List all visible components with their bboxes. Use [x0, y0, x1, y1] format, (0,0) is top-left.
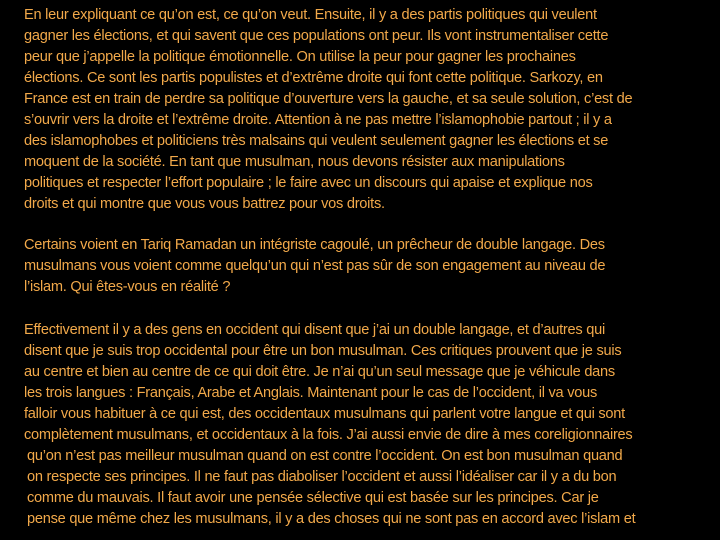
text-line: gagner les élections, et qui savent que ces populations ont peur. Ils vont instrumentaliser cette: [24, 28, 609, 44]
text-line: les trois langues : Français, Arabe et Anglais. Maintenant pour le cas de l’occident, il va vous: [24, 385, 598, 401]
text-line: Certains voient en Tariq Ramadan un intégriste cagoulé, un prêcheur de double langage. Des: [24, 237, 605, 253]
text-line: pense que même chez les musulmans, il y a des choses qui ne sont pas en accord avec l’islam et: [27, 511, 636, 527]
paragraph-1: [24, 5, 632, 215]
paragraph-3-answer: [24, 320, 635, 530]
text-line: élections. Ce sont les partis populistes et d’extrême droite qui font cette politique. Sarkozy, en: [24, 70, 603, 86]
text-line: l’islam. Qui êtes-vous en réalité ?: [24, 279, 231, 295]
text-line: des islamophobes et politiciens très malsains qui veulent seulement gagner les élections et se: [24, 133, 609, 149]
text-line: au centre et bien au centre de ce qui doit être. Je n’ai qu’un seul message que je véhicule dans: [24, 364, 615, 380]
text-line: Effectivement il y a des gens en occident qui disent que j’ai un double langage, et d’autres qui: [24, 322, 605, 338]
text-line: qu’on n’est pas meilleur musulman quand on est contre l’occident. On est bon musulman quand: [27, 448, 623, 464]
text-line: musulmans vous voient comme quelqu’un qui n’est pas sûr de son engagement au niveau de: [24, 258, 606, 274]
text-line: on respecte ses principes. Il ne faut pas diaboliser l’occident et aussi l’idéaliser car il y a du bon: [27, 469, 617, 485]
text-line: complètement musulmans, et occidentaux à la fois. J’ai aussi envie de dire à mes coreligionnaires: [24, 427, 633, 443]
text-line: France est en train de perdre sa politique d’ouverture vers la gauche, et sa seule solution, c’est de: [24, 91, 633, 107]
text-line: comme du mauvais. Il faut avoir une pensée sélective qui est basée sur les principes. Car je: [27, 490, 599, 506]
text-line: droits et qui montre que vous vous battrez pour vos droits.: [24, 196, 385, 212]
paragraph-2-question: [24, 235, 605, 298]
text-line: s’ouvrir vers la droite et l’extrême droite. Attention à ne pas mettre l’islamophobie partout ; il y a: [24, 112, 612, 128]
text-line: En leur expliquant ce qu’on est, ce qu’on veut. Ensuite, il y a des partis politiques qui veulent: [24, 7, 597, 23]
text-line: disent que je suis trop occidental pour être un bon musulman. Ces critiques prouvent que je suis: [24, 343, 622, 359]
text-line: falloir vous habituer à ce qui est, des occidentaux musulmans qui parlent votre langue et qui sont: [24, 406, 625, 422]
text-line: moquent de la société. En tant que musulman, nous devons résister aux manipulations: [24, 154, 565, 170]
text-line: politiques et respecter l’effort populaire ; le faire avec un discours qui apaise et explique nos: [24, 175, 593, 191]
text-line: peur que j’appelle la politique émotionnelle. On utilise la peur pour gagner les prochaines: [24, 49, 576, 65]
